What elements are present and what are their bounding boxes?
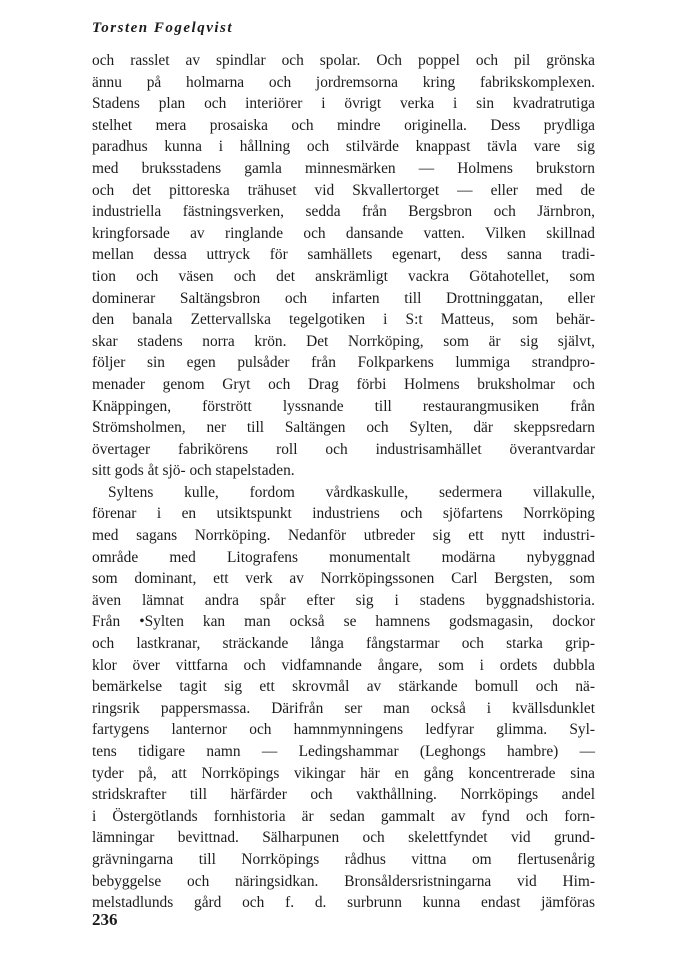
text-line: område med Litografens monumentalt modärna nybyggnad	[92, 548, 595, 566]
text-line: Knäppingen, förstrött lyssnande till restaurangmusiken från	[92, 397, 595, 415]
text-line: och det pittoreska trähuset vid Skvallertorget — eller med de	[92, 181, 595, 199]
text-line: klor över vittfarna och vidfamnande ångare, som i ordets dubbla	[92, 656, 595, 674]
paragraph-start-line: Syltens kulle, fordom vårdkaskulle, sedermera villakulle,	[108, 483, 595, 501]
text-line: och rasslet av spindlar och spolar. Och poppel och pil grönska	[92, 52, 595, 69]
text-line: mellan dessa uttryck för samhällets egenart, dess sanna tradi-	[92, 246, 595, 264]
text-line: ännu på holmarna och jordremsorna kring fabrikskomplexen.	[92, 73, 595, 91]
text-line: Stadens plan och interiörer i övrigt verka i sin kvadratrutiga	[92, 95, 595, 113]
text-line: skar stadens norra krön. Det Norrköping, som är sig självt,	[92, 332, 595, 350]
text-line: övertager fabrikörens roll och industrisamhället överantvardar	[92, 440, 595, 458]
text-line: kringforsade av ringlande och dansande vatten. Vilken skillnad	[92, 224, 595, 242]
text-line: lämningar bevittnad. Sälharpunen och skelettfyndet vid grund-	[92, 829, 595, 847]
running-head: Torsten Fogelqvist	[92, 20, 234, 36]
text-line: industriella fästningsverken, sedda från Bergsbron och Järnbron,	[92, 203, 595, 221]
text-line: tyder på, att Norrköpings vikingar här en gång koncentrerade sina	[92, 764, 595, 782]
text-line: och lastkranar, sträckande långa fångstarmar och starka grip-	[92, 635, 595, 653]
text-line: bemärkelse tagit sig ett skrovmål av stärkande bomull och nä-	[92, 678, 595, 696]
body-text	[92, 50, 595, 914]
text-line: stridskrafter till härfärder och vakthållning. Norrköpings andel	[92, 786, 595, 804]
text-line: melstadlunds gård och f. d. surbrunn kunna endast jämföras	[92, 894, 595, 912]
text-line: bebyggelse och näringsidkan. Bronsåldersristningarna vid Him-	[92, 872, 595, 890]
text-line: Strömsholmen, ner till Saltängen och Sylten, där skeppsredarn	[92, 419, 595, 437]
page-number: 236	[92, 910, 118, 929]
text-line: paradhus kunna i hållning och stilvärde knappast tävla vare sig	[92, 138, 595, 156]
text-line: förenar i en utsiktspunkt industriens och sjöfartens Norrköping	[92, 505, 595, 523]
text-line: tens tidigare namn — Ledingshammar (Leghongs hambre) —	[92, 743, 595, 760]
paragraph-end-line: sitt gods åt sjö- och stapelstaden.	[92, 462, 295, 480]
text-line: även lämnat andra spår efter sig i stadens byggnadshistoria.	[92, 591, 595, 609]
text-line: som dominant, ett verk av Norrköpingssonen Carl Bergsten, som	[92, 570, 595, 588]
text-line: följer sin egen pulsåder från Folkparkens lummiga strandpro-	[92, 354, 595, 372]
text-line: med sagans Norrköping. Nedanför utbreder sig ett nytt industri-	[92, 527, 595, 545]
text-line: Från •Sylten kan man också se hamnens godsmagasin, dockor	[92, 613, 595, 631]
text-line: dominerar Saltängsbron och infarten till Drottninggatan, eller	[92, 289, 595, 307]
text-line: fartygens lanternor och hamnmynningens ledfyrar glimma. Syl-	[92, 721, 595, 739]
text-line: ringsrik pappersmassa. Därifrån ser man också i kvällsdunklet	[92, 699, 595, 717]
text-line: den banala Zettervallska tegelgotiken i S:t Matteus, som behär-	[92, 311, 595, 329]
text-line: menader genom Gryt och Drag förbi Holmens bruksholmar och	[92, 375, 595, 393]
text-line: i Östergötlands fornhistoria är sedan gammalt av fynd och forn-	[92, 807, 595, 825]
text-line: grävningarna till Norrköpings rådhus vittna om flertusenårig	[92, 850, 595, 868]
text-line: stelhet mera prosaiska och mindre originella. Dess prydliga	[92, 116, 595, 134]
text-line: tion och väsen och det anskrämligt vackra Götahotellet, som	[92, 267, 595, 285]
text-line: med bruksstadens gamla minnesmärken — Holmens brukstorn	[92, 159, 595, 177]
